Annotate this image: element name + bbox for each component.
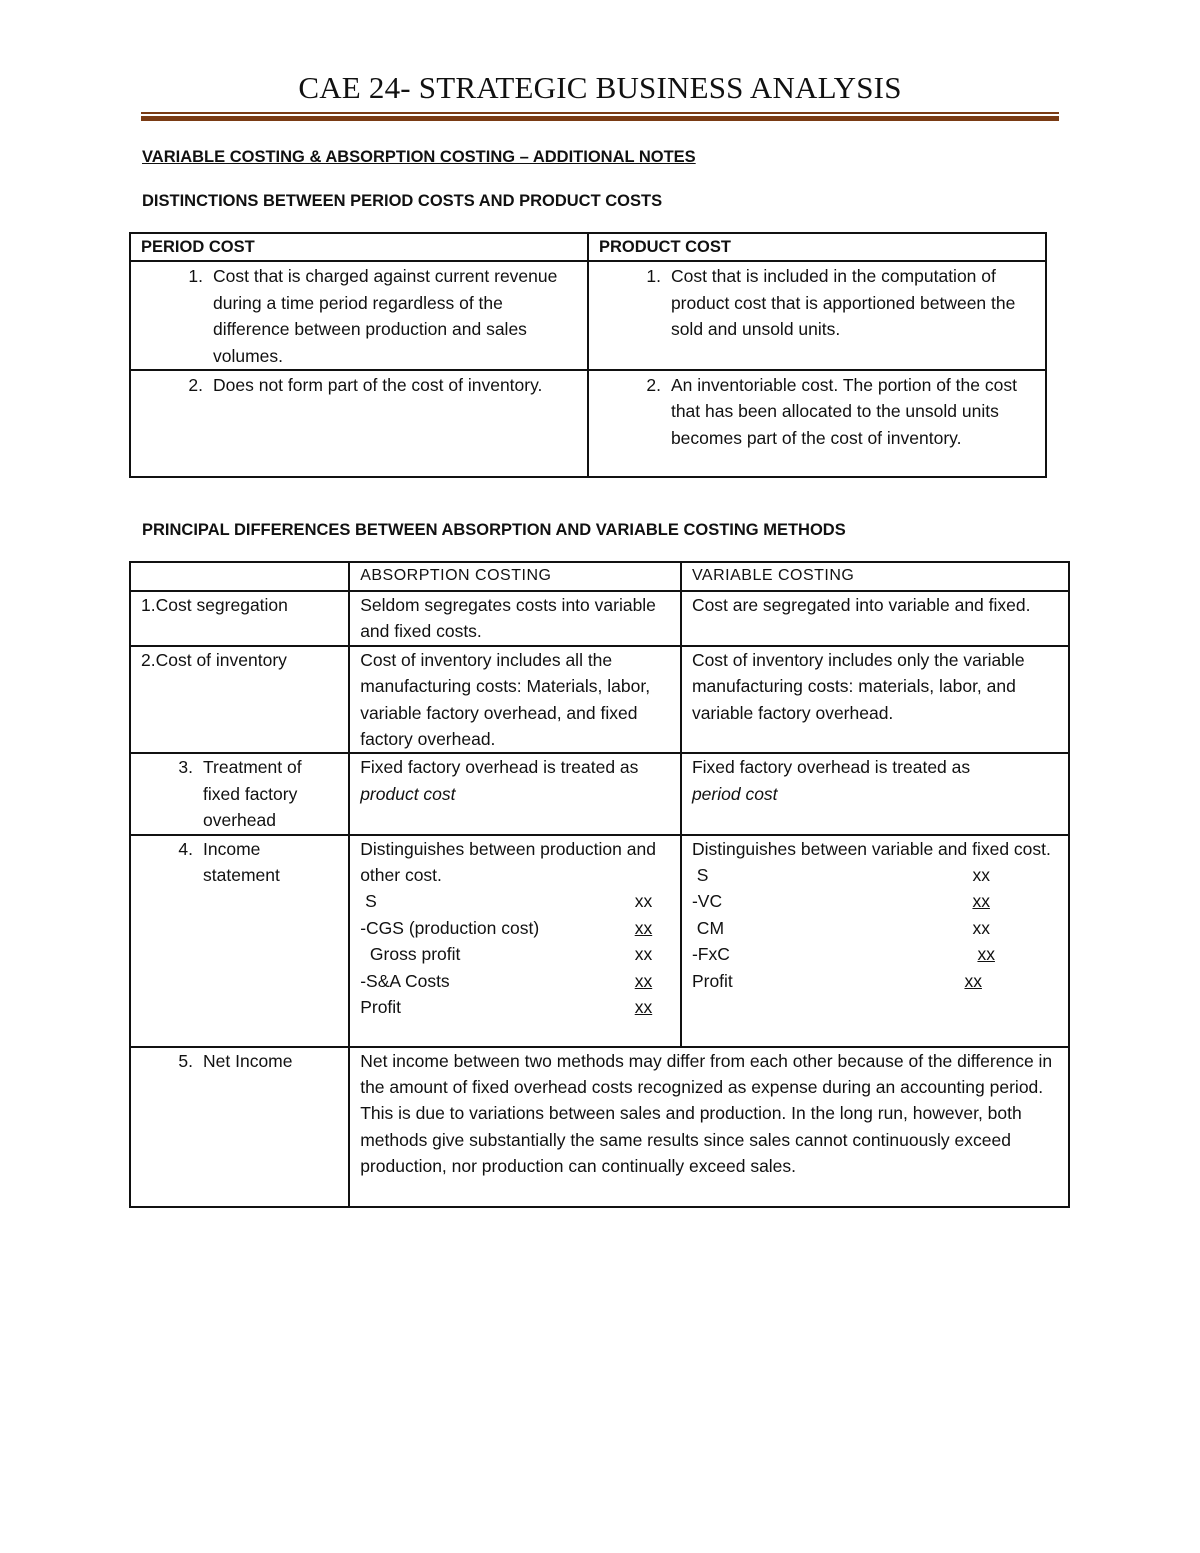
treatment-emphasis: period cost xyxy=(691,783,778,804)
statement-line xyxy=(360,941,652,967)
item-number: 2. xyxy=(188,375,203,396)
treatment-emphasis: product cost xyxy=(360,783,456,804)
variable-cell: Cost of inventory includes only the variable manufacturing costs: materials, labor, and variable factory overhead. xyxy=(681,646,1069,754)
header-period-cost: PERIOD COST xyxy=(130,233,588,261)
row-label-cell xyxy=(130,835,349,1047)
statement-intro: Distinguishes between production and other cost. xyxy=(360,838,656,886)
variable-cell xyxy=(681,835,1069,1047)
treatment-text: Fixed factory overhead is treated as xyxy=(691,757,971,778)
row-label: 1.Cost segregation xyxy=(130,591,349,646)
statement-intro: Distinguishes between variable and fixed cost. xyxy=(691,838,1051,859)
row-label: Net Income xyxy=(203,1050,293,1071)
product-cell xyxy=(588,261,1046,370)
costing-methods-table xyxy=(129,561,1070,1208)
line-value: xx xyxy=(972,891,990,912)
line-value: xx xyxy=(634,944,653,965)
line-label: Profit xyxy=(360,997,402,1018)
product-text: Cost that is included in the computation of product cost that is apportioned between the sold and unsold units. xyxy=(670,266,1016,340)
product-cell xyxy=(588,370,1046,477)
row-label-cell xyxy=(130,1047,349,1207)
absorption-cell xyxy=(349,835,681,1047)
variable-cell: Cost are segregated into variable and fixed. xyxy=(681,591,1069,646)
section-title: VARIABLE COSTING & ABSORPTION COSTING – ADDITIONAL NOTES xyxy=(142,148,696,166)
statement-line xyxy=(691,941,995,967)
statement-line xyxy=(360,994,652,1020)
line-label: S xyxy=(691,865,709,886)
table-row xyxy=(130,753,1069,834)
statement-line xyxy=(692,888,990,914)
line-label: -S&A Costs xyxy=(360,970,450,991)
variable-cell xyxy=(681,753,1069,834)
statement-line xyxy=(692,968,990,994)
absorption-cell: Cost of inventory includes all the manufacturing costs: Materials, labor, variable factory overhead, and fixed factory overhead. xyxy=(349,646,681,754)
page-title: CAE 24- STRATEGIC BUSINESS ANALYSIS xyxy=(298,70,902,105)
absorption-cell: Seldom segregates costs into variable and fixed costs. xyxy=(349,591,681,646)
table-row xyxy=(130,370,1046,477)
table-row xyxy=(130,1047,1069,1207)
line-value: xx xyxy=(634,891,653,912)
period-cell xyxy=(130,261,588,370)
line-value: xx xyxy=(964,970,982,991)
table-header-row xyxy=(130,562,1069,591)
period-text: Does not form part of the cost of inventory. xyxy=(213,375,543,396)
period-cell xyxy=(130,370,588,477)
table-row xyxy=(130,835,1069,1047)
absorption-cell xyxy=(349,753,681,834)
title-rule-thin xyxy=(141,112,1059,114)
period-product-table xyxy=(129,232,1047,478)
line-value: xx xyxy=(634,997,653,1018)
income-statement xyxy=(360,888,652,1020)
income-statement xyxy=(691,862,995,994)
header-absorption: ABSORPTION COSTING xyxy=(349,562,681,591)
treatment-text: Fixed factory overhead is treated as xyxy=(360,757,639,778)
header-blank xyxy=(130,562,349,591)
row-label-cell xyxy=(130,753,349,834)
line-value: xx xyxy=(634,917,653,938)
statement-line xyxy=(692,915,990,941)
section2-title: PRINCIPAL DIFFERENCES BETWEEN ABSORPTION AND VARIABLE COSTING METHODS xyxy=(142,521,846,539)
item-number: 2. xyxy=(646,375,661,396)
row-label: Income statement xyxy=(203,838,280,886)
statement-line xyxy=(360,915,652,941)
statement-line xyxy=(692,862,990,888)
product-text: An inventoriable cost. The portion of the cost that has been allocated to the unsold units becomes part of the cost of inventory. xyxy=(670,375,1017,448)
line-label: S xyxy=(360,891,377,912)
title-rule-thick xyxy=(141,116,1059,121)
row-number: 3. xyxy=(178,757,193,778)
net-income-cell: Net income between two methods may differ from each other because of the difference in the amount of fixed overhead costs recognized as expense during an accounting period. This is due to variations between sales and production. In the long run, however, both methods give substantially the same results since sales cannot continuously exceed production, nor production can continually exceed sales. xyxy=(349,1047,1069,1207)
section-subtitle: DISTINCTIONS BETWEEN PERIOD COSTS AND PRODUCT COSTS xyxy=(142,192,663,210)
item-number: 1. xyxy=(646,266,661,287)
row-number: 5. xyxy=(178,1050,193,1071)
header-variable: VARIABLE COSTING xyxy=(681,562,1069,591)
statement-line xyxy=(360,968,652,994)
line-label: -FxC xyxy=(691,944,730,965)
line-value: xx xyxy=(972,865,990,886)
header-product-cost: PRODUCT COST xyxy=(588,233,1046,261)
item-number: 1. xyxy=(188,266,203,287)
statement-line xyxy=(360,888,652,914)
line-label: Profit xyxy=(691,970,733,991)
line-label: Gross profit xyxy=(360,944,461,965)
line-label: -VC xyxy=(691,891,723,912)
line-label: -CGS (production cost) xyxy=(360,917,540,938)
line-value: xx xyxy=(977,944,995,965)
table-header-row xyxy=(130,233,1046,261)
line-value: xx xyxy=(634,970,653,991)
row-number: 4. xyxy=(178,838,193,859)
table-row xyxy=(130,591,1069,646)
row-label: 2.Cost of inventory xyxy=(130,646,349,754)
table-row xyxy=(130,261,1046,370)
table-row xyxy=(130,646,1069,754)
row-label: Treatment of fixed factory overhead xyxy=(203,757,302,831)
line-label: CM xyxy=(691,917,725,938)
line-value: xx xyxy=(972,917,990,938)
title-rule xyxy=(141,112,1059,121)
period-text: Cost that is charged against current revenue during a time period regardless of the difference between production and sales volumes. xyxy=(213,266,558,366)
